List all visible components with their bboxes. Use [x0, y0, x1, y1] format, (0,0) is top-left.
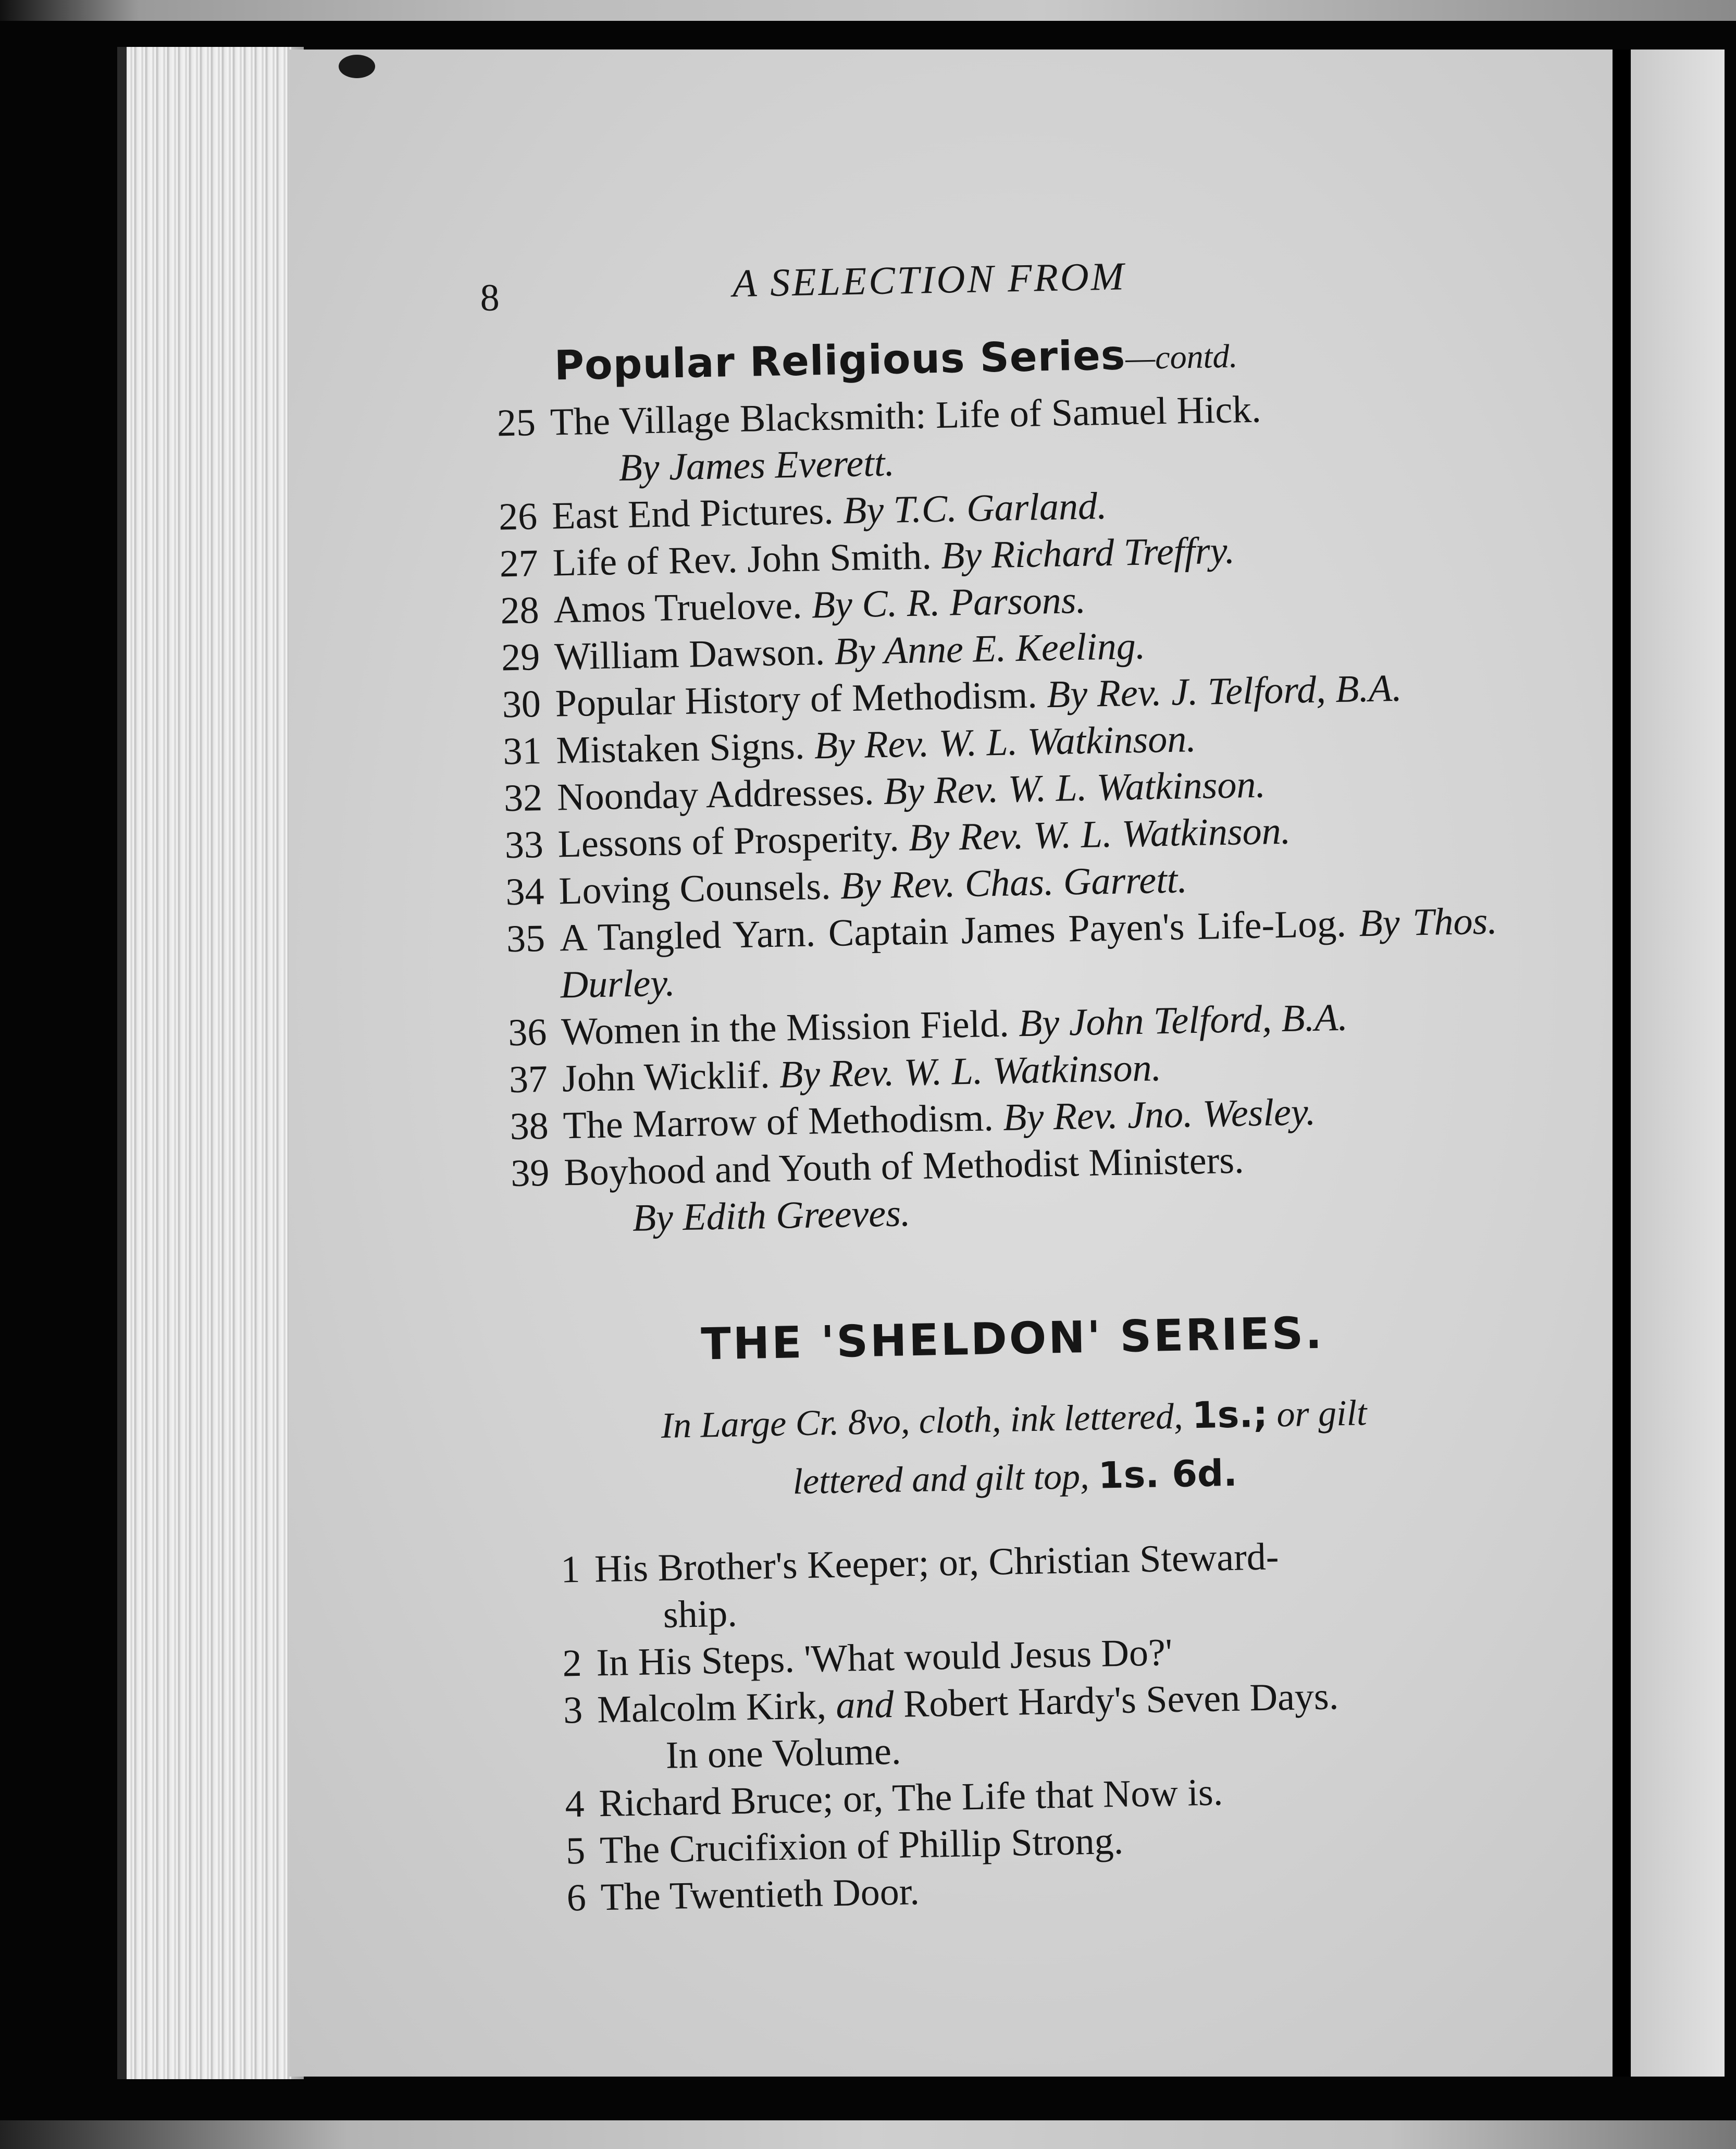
popular-series-list	[482, 382, 1503, 1244]
item-byline: By Rev. W. L. Watkinson.	[779, 1046, 1162, 1096]
sheldon-series-list	[503, 1529, 1515, 1922]
item-title: Boyhood and Youth of Methodist Ministers.	[563, 1139, 1245, 1194]
item-title: Richard Bruce; or, The Life that Now is.	[598, 1771, 1223, 1825]
book-gutter	[1613, 50, 1631, 2077]
item-title: Loving Counsels.	[558, 864, 832, 913]
item-byline: By James Everett.	[618, 441, 895, 490]
film-bottom-strip	[0, 2120, 1736, 2149]
item-number: 35	[506, 917, 545, 961]
popular-series-contd: —contd.	[1125, 337, 1238, 377]
item-number: 4	[564, 1782, 585, 1826]
item-title: Amos Truelove.	[553, 584, 803, 632]
item-title: The Crucifixion of Phillip Strong.	[599, 1819, 1124, 1872]
item-byline: By T.C. Garland.	[842, 485, 1108, 533]
item-number: 25	[497, 401, 536, 445]
list-item	[495, 1132, 1503, 1244]
item-title: The Twentieth Door.	[600, 1870, 920, 1919]
item-title: Women in the Mission Field.	[561, 1002, 1010, 1054]
item-number: 33	[504, 823, 544, 867]
item-byline: By Rev. Jno. Wesley.	[1002, 1090, 1316, 1139]
item-title: Life of Rev. John Smith.	[552, 535, 932, 585]
item-title: His Brother's Keeper; or, Christian Steward-	[594, 1535, 1280, 1591]
item-and: and	[835, 1683, 895, 1727]
list-item	[491, 897, 1498, 1009]
item-number: 32	[503, 776, 543, 820]
item-title: Malcolm Kirk,	[597, 1684, 827, 1732]
item-byline: By Edith Greeves.	[632, 1192, 911, 1240]
page-number: 8	[479, 276, 500, 319]
item-number: 34	[505, 870, 545, 914]
price-text: In Large Cr. 8vo, cloth, ink lettered,	[661, 1396, 1184, 1446]
item-title: Popular History of Methodism.	[555, 673, 1038, 725]
item-number: 31	[502, 729, 542, 773]
item-title: William Dawson.	[554, 630, 825, 678]
item-byline: By Rev. J. Telford, B.A.	[1046, 666, 1403, 717]
item-number: 28	[500, 589, 540, 633]
item-title: A Tangled Yarn. Captain James Payen's Life-Log.	[559, 902, 1347, 960]
item-number: 36	[507, 1010, 548, 1055]
list-item	[503, 1529, 1510, 1641]
page-content	[479, 237, 1515, 1923]
item-number: 26	[498, 495, 538, 539]
sheldon-series-heading: THE 'SHELDON' SERIES.	[700, 1307, 1324, 1370]
item-byline: By Anne E. Keeling.	[834, 624, 1146, 673]
item-number: 5	[565, 1829, 586, 1873]
item-byline: By Rev. W. L. Watkinson.	[814, 717, 1197, 768]
item-number: 6	[566, 1876, 587, 1920]
item-title: Lessons of Prosperity.	[557, 817, 900, 866]
item-byline: By C. R. Parsons.	[811, 578, 1086, 627]
item-byline: By Rev. W. L. Watkinson.	[883, 763, 1266, 813]
list-item	[482, 382, 1489, 494]
item-title: Noonday Addresses.	[556, 770, 875, 819]
ink-smudge	[339, 55, 375, 78]
item-title: Mistaken Signs.	[555, 724, 805, 772]
item-number: 2	[562, 1641, 582, 1685]
facing-page-edge	[1631, 50, 1725, 2077]
item-title: The Village Blacksmith: Life of Samuel Hick.	[550, 388, 1262, 444]
item-byline: By Rev. Chas. Garrett.	[840, 858, 1188, 908]
item-number: 27	[499, 542, 539, 586]
price-text-gilt: lettered and gilt top,	[792, 1456, 1090, 1502]
film-top-strip	[0, 0, 1736, 21]
item-title: In His Steps. 'What would Jesus Do?'	[596, 1631, 1173, 1685]
popular-series-title: Popular Religious Series	[554, 332, 1126, 390]
item-number: 39	[510, 1151, 550, 1195]
item-byline: By John Telford, B.A.	[1018, 996, 1348, 1045]
price-ink: 1s.;	[1192, 1392, 1268, 1437]
item-title-cont: ship.	[663, 1592, 738, 1636]
item-number: 37	[509, 1057, 548, 1102]
item-title: East End Pictures.	[551, 489, 834, 538]
item-title-b: Robert Hardy's Seven Days.	[903, 1675, 1339, 1726]
price-gilt: 1s. 6d.	[1098, 1451, 1238, 1497]
item-title: John Wicklif.	[562, 1054, 771, 1101]
item-byline: By Richard Treffry.	[940, 529, 1235, 577]
item-title: The Marrow of Methodism.	[562, 1096, 994, 1147]
item-number: 38	[509, 1104, 549, 1148]
item-byline: By Thos. Durley.	[560, 899, 1498, 1007]
item-byline: By Rev. W. L. Watkinson.	[908, 809, 1291, 860]
running-title: A SELECTION FROM	[732, 254, 1126, 306]
item-number: 3	[563, 1688, 583, 1732]
item-number: 1	[560, 1548, 580, 1591]
item-title-cont: In one Volume.	[665, 1730, 902, 1777]
book-page-edges	[117, 47, 304, 2079]
item-number: 30	[502, 682, 541, 726]
list-item	[505, 1670, 1512, 1782]
popular-series-heading	[554, 326, 1487, 390]
item-number: 29	[501, 636, 540, 680]
price-text-or: or gilt	[1276, 1393, 1368, 1435]
